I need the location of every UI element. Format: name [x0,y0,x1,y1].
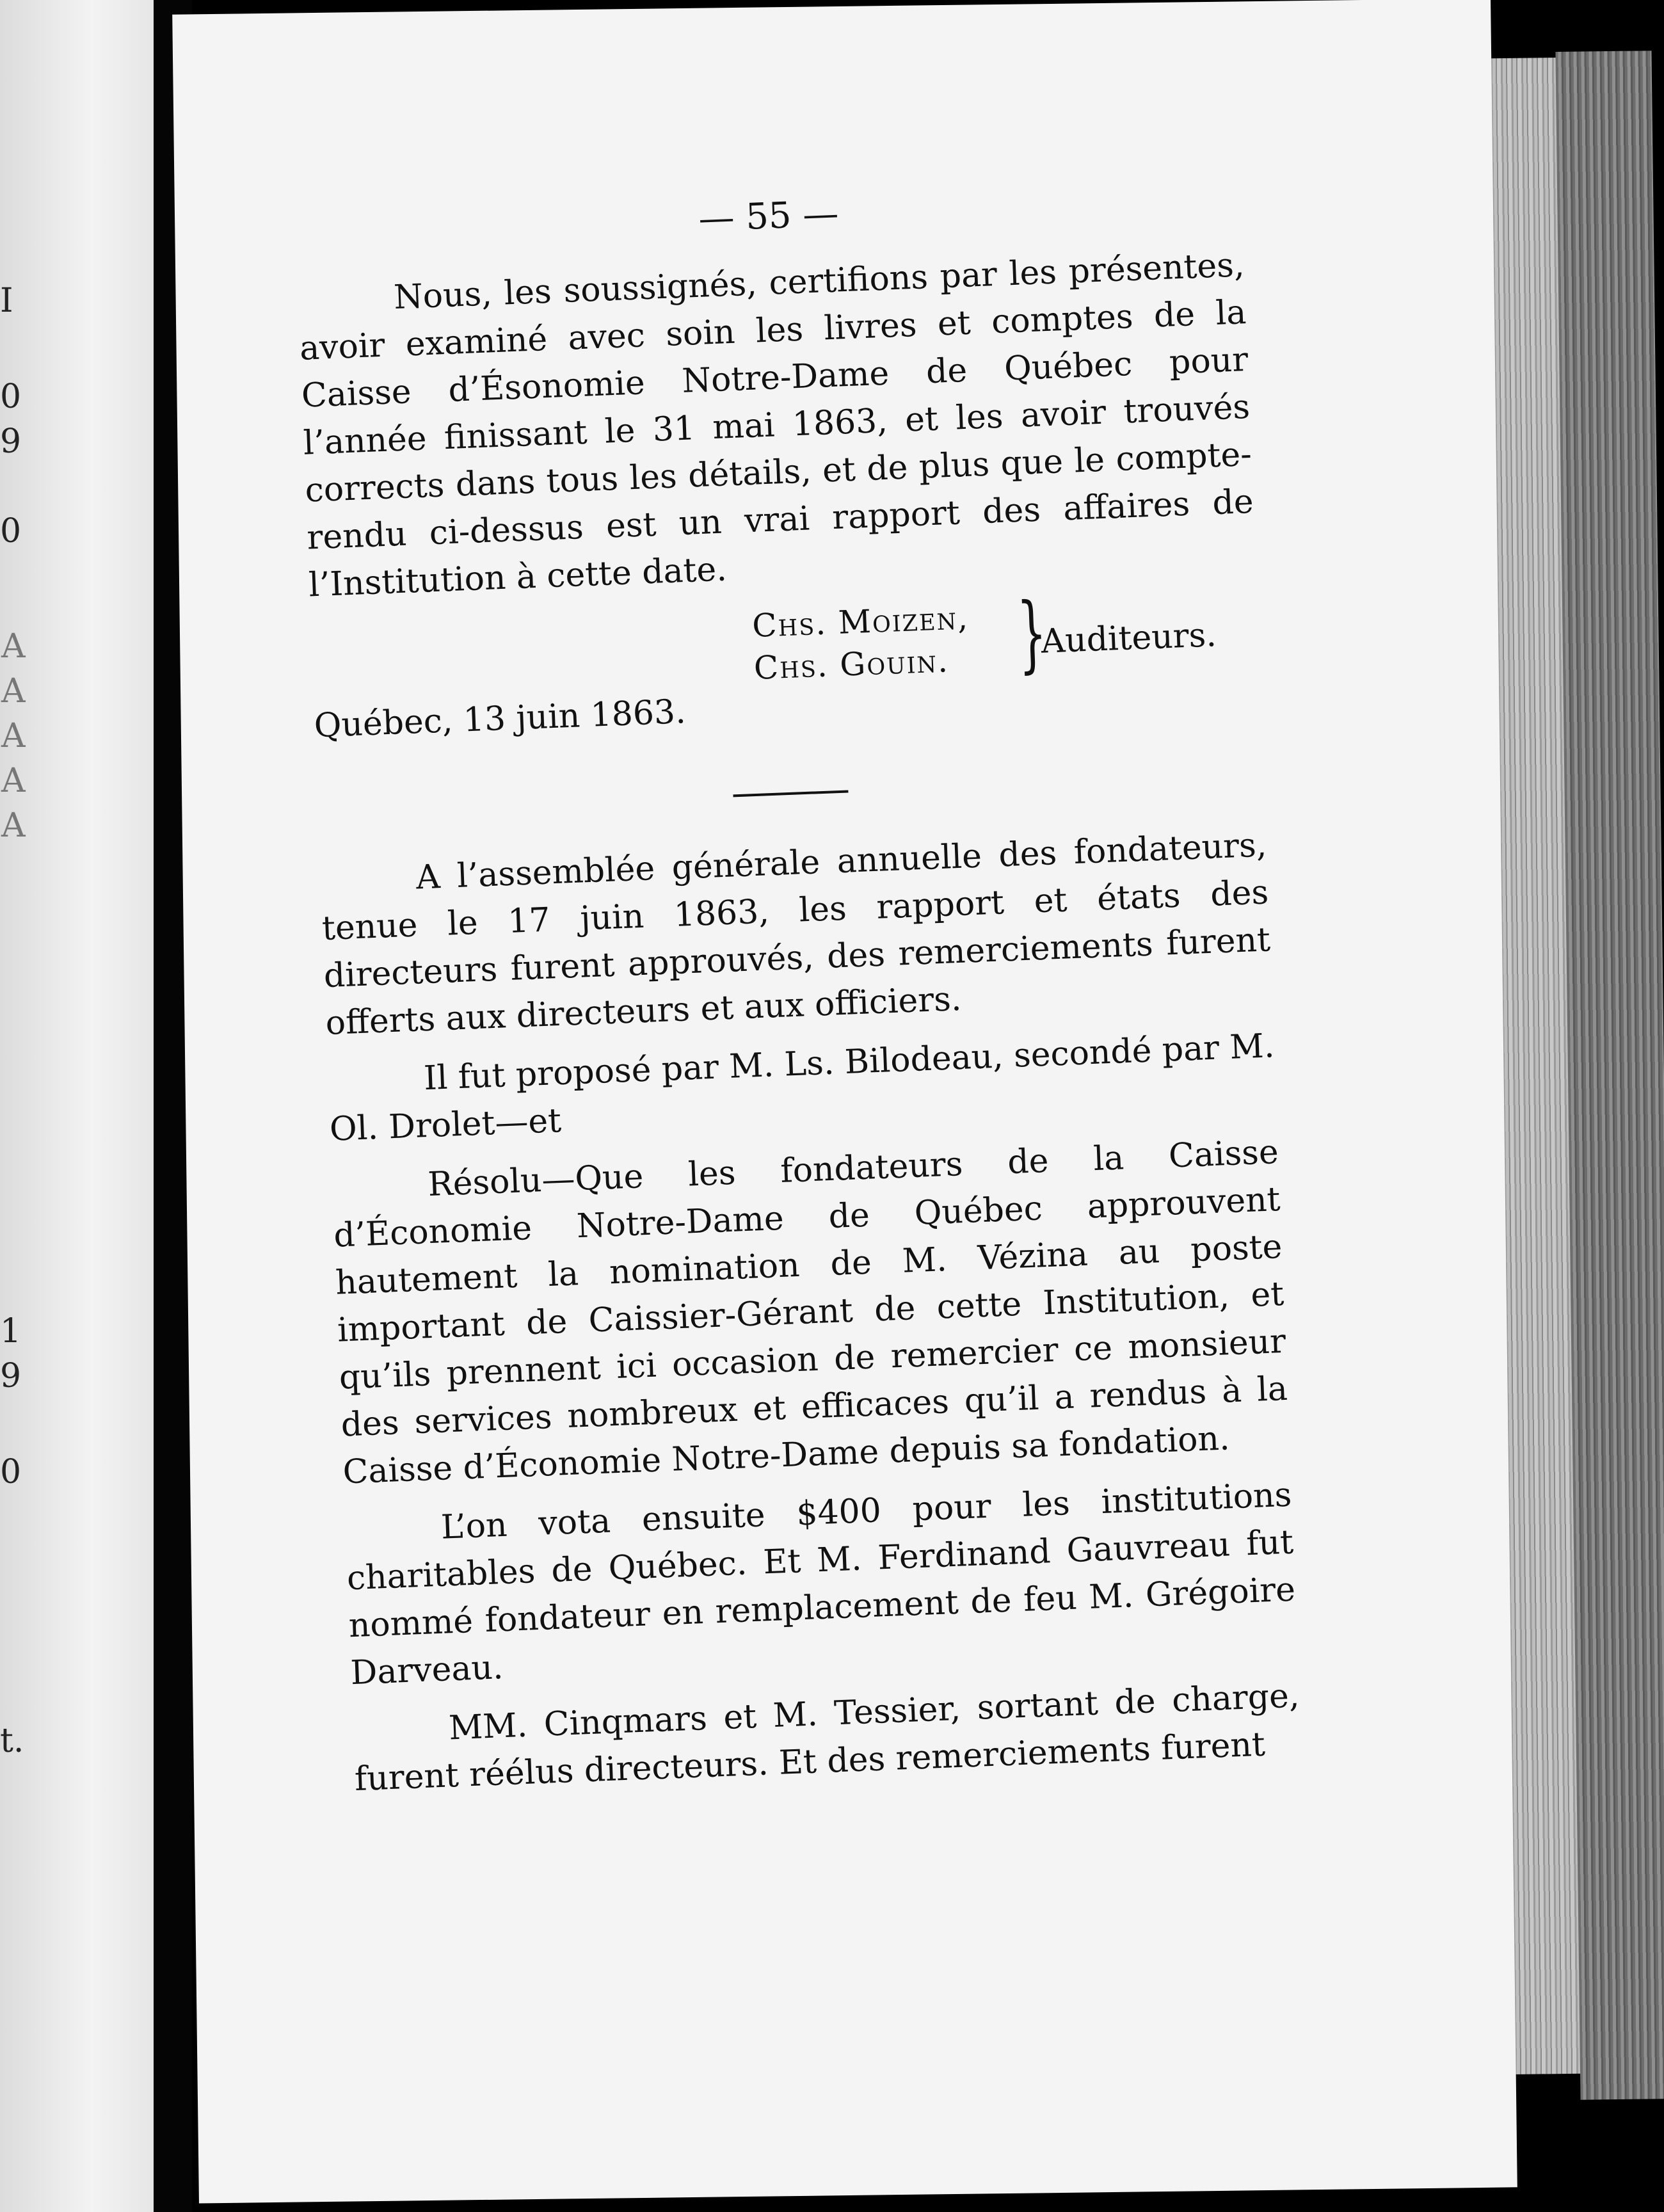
page-text [294,175,1302,1803]
section-rule [733,790,848,797]
assembly-paragraph: A l’assemblée générale annuelle des fondateurs, tenue le 17 juin 1863, les rapport et états des directeurs furent approuvés, des remerciements furent offerts aux directeurs et aux officiers. [321,826,1271,1043]
margin-glyph: A [1,717,26,755]
vote-paragraph: L’on vota ensuite $400 pour les institutions charitables de Québec. Et M. Ferdinand Gauvreau fut nommé fondateur en remplacement de feu M. Grégoire Darveau. [346,1475,1296,1693]
certification-paragraph: Nous, les soussignés, certifions par les présentes, avoir examiné avec soin les livres et comptes de la Caisse d’Ésonomie Notre-Dame de Québec pour l’année finissant le 31 mai 1863, et les avoir trouvés corrects dans tous les détails, et de plus que le compte-rendu ci-dessus est un vrai rapport des affaires de l’Institution à cette date. [299,246,1254,605]
margin-glyph: A [1,627,26,666]
resolution-paragraph: Résolu—Que les fondateurs de la Caisse d’Économie Notre-Dame de Québec approuvent hautement la nomination de M. Vézina au poste important de Caissier-Gérant de cette Institution, et qu’ils prennent ici occasion de remercier ce monsieur des services nombreux et efficaces qu’il a rendus à la Caisse d’Économie Notre-Dame depuis sa fondation. [333,1133,1288,1492]
margin-glyph: 0 [0,1453,22,1491]
signatory-names [751,597,971,689]
margin-glyph: 9 [0,422,22,461]
margin-glyph: 0 [0,512,22,550]
adjacent-page [0,0,154,2212]
margin-glyph: A [1,762,26,800]
margin-glyph: 1 [0,1312,22,1350]
margin-glyph: 9 [0,1357,22,1395]
signatory-2: Chs. Gouin. [753,642,950,687]
margin-glyph: 0 [0,378,22,416]
signatory-1: Chs. Moizen, [751,599,970,645]
margin-glyph: I [0,282,13,320]
page-number: — 55 — [698,193,840,240]
place-date: Québec, 13 juin 1863. [313,693,687,746]
margin-glyph: t. [0,1722,24,1760]
reelection-paragraph: MM. Cinqmars et M. Tessier, sortant de charge, furent réélus directeurs. Et des remerciements furent [353,1676,1300,1799]
brace-icon: } [1015,584,1049,683]
signatory-role: Auditeurs. [1040,616,1217,661]
margin-glyph: A [1,806,26,845]
proposal-paragraph: Il fut proposé par M. Ls. Bilodeau, secondé par M. Ol. Drolet—et [328,1027,1276,1149]
margin-glyph: A [1,672,26,710]
